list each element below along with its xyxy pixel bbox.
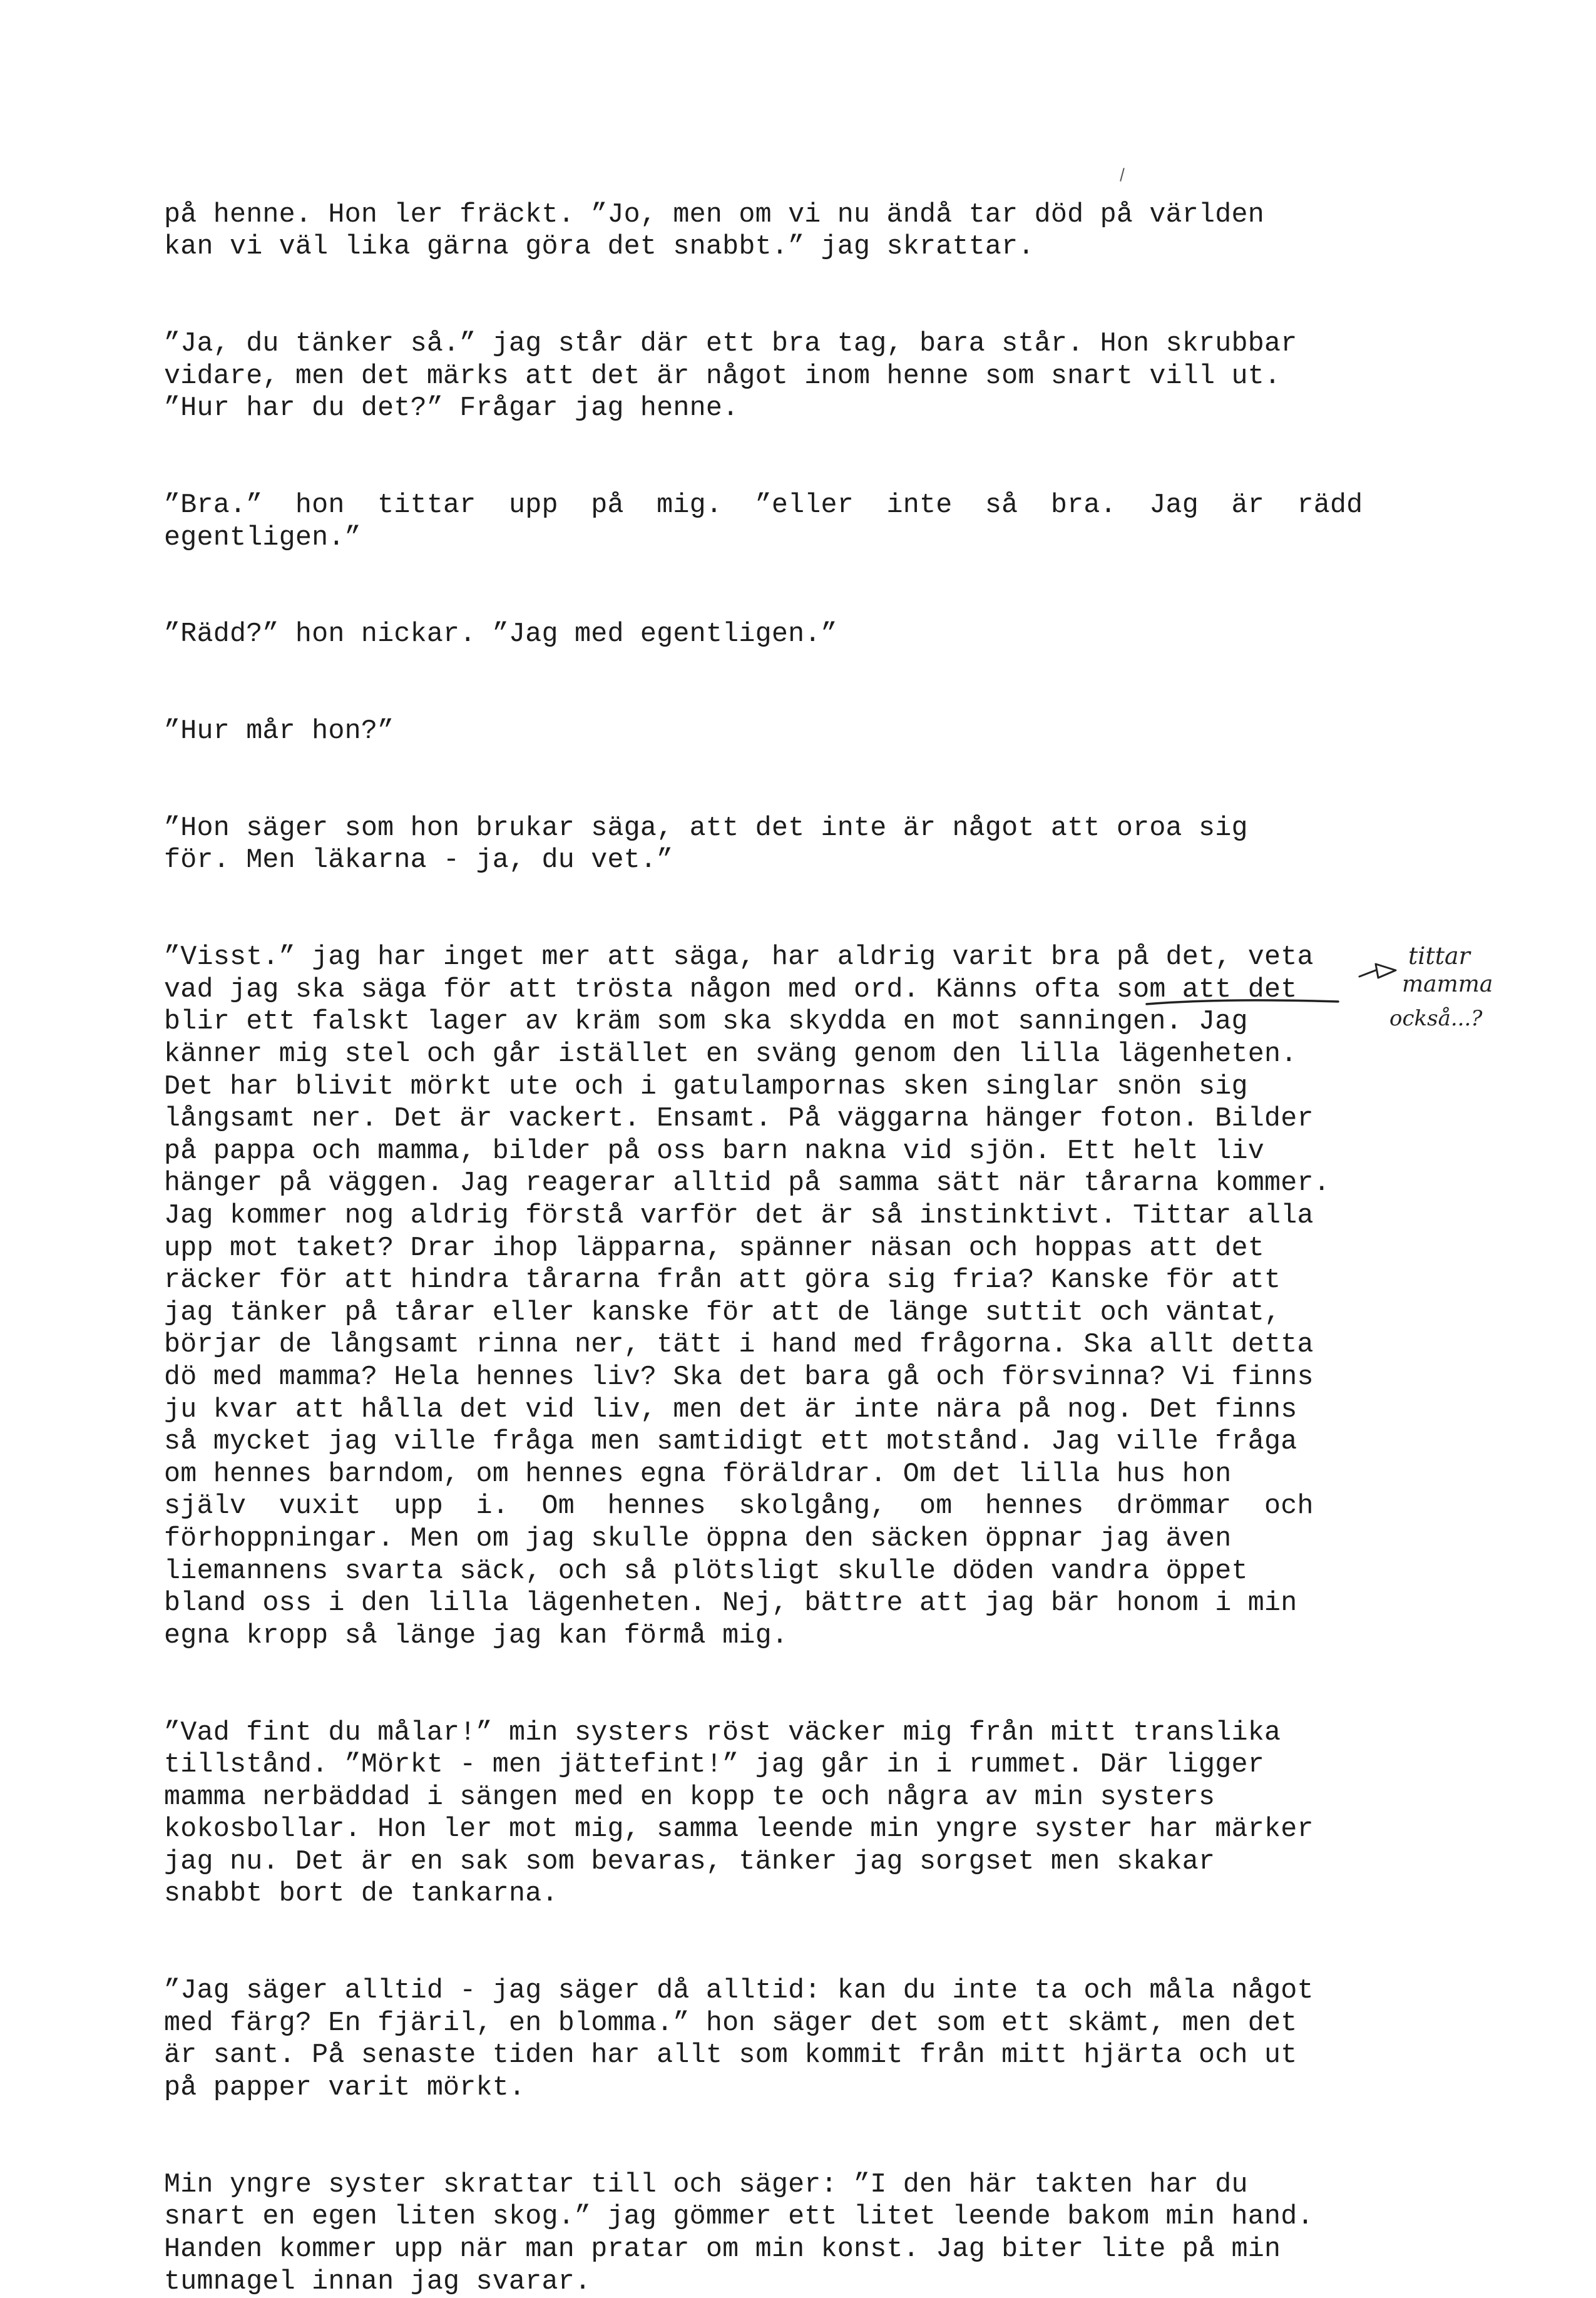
text-line: snabbt bort de tankarna. — [164, 1879, 558, 1910]
text-line: med färg? En fjäril, en blomma.” hon säger det som ett skämt, men det — [164, 2008, 1297, 2039]
text-line-underlined: Jag kommer nog aldrig förstå varför det är så instinktivt. Tittar alla — [164, 1201, 1314, 1231]
text-line: på pappa och mamma, bilder på oss barn nakna vid sjön. Ett helt liv — [164, 1136, 1264, 1167]
text-line: ”Rädd?” hon nickar. ”Jag med egentligen.” — [164, 619, 837, 650]
text-line: snart en egen liten skog.” jag gömmer ett litet leende bakom min hand. — [164, 2202, 1314, 2233]
text-line: Handen kommer upp när man pratar om min konst. Jag biter lite på min — [164, 2234, 1281, 2265]
margin-note-line: mamma — [1402, 972, 1493, 997]
text-line: ”Vad fint du målar!” min systers röst väcker mig från mitt translika — [164, 1717, 1281, 1748]
paragraph-3 — [164, 457, 1363, 554]
text-line: är sant. På senaste tiden har allt som kommit från mitt hjärta och ut — [164, 2040, 1297, 2071]
text-line: ”Hur mår hon?” — [164, 716, 394, 747]
text-line: på henne. Hon ler fräckt. ”Jo, men om vi nu ändå tar död på världen — [164, 199, 1264, 230]
text-line: för. Men läkarna - ja, du vet.” — [164, 845, 673, 876]
margin-note-line: tittar — [1408, 942, 1470, 970]
text-line: långsamt ner. Det är vackert. Ensamt. På väggarna hänger foton. Bilder — [164, 1104, 1314, 1135]
paragraph-5 — [164, 684, 1341, 748]
text-line: vidare, men det märks att det är något inom henne som snart vill ut. — [164, 361, 1281, 392]
paragraph-7 — [164, 910, 1341, 1653]
text-line: känner mig stel och går istället en sväng genom den lilla lägenheten. — [164, 1039, 1297, 1070]
text-line: börjar de långsamt rinna ner, tätt i hand med frågorna. Ska allt detta — [164, 1330, 1314, 1361]
text-line: dö med mamma? Hela hennes liv? Ska det bara gå och försvinna? Vi finns — [164, 1362, 1314, 1393]
text-line: upp mot taket? Drar ihop läpparna, spänner näsan och hoppas att det — [164, 1233, 1264, 1264]
text-line: tillstånd. ”Mörkt - men jättefint!” jag går in i rummet. Där ligger — [164, 1750, 1264, 1781]
paragraph-9 — [164, 1943, 1341, 2105]
paragraph-8 — [164, 1685, 1341, 1911]
paragraph-4 — [164, 587, 1341, 651]
text-line: på papper varit mörkt. — [164, 2073, 526, 2104]
text-line: tumnagel innan jag svarar. — [164, 2266, 591, 2297]
text-line: om hennes barndom, om hennes egna föräldrar. Om det lilla hus hon — [164, 1459, 1232, 1490]
text-line: ”Hur har du det?” Frågar jag henne. — [164, 393, 739, 424]
text-line: egentligen.” — [164, 522, 361, 553]
text-line: ”Visst.” jag har inget mer att säga, har aldrig varit bra på det, veta — [164, 942, 1314, 973]
arrow-icon — [1357, 958, 1401, 983]
text-line: räcker för att hindra tårarna från att göra sig fria? Kanske för att — [164, 1265, 1281, 1296]
text-line: ju kvar att hålla det vid liv, men det är inte nära på nog. Det finns — [164, 1394, 1297, 1425]
text-line: mamma nerbäddad i sängen med en kopp te och några av min systers — [164, 1782, 1215, 1813]
text-line: kokosbollar. Hon ler mot mig, samma leende min yngre syster har märker — [164, 1814, 1314, 1845]
text-line: Det har blivit mörkt ute och i gatulampornas sken singlar snön sig — [164, 1071, 1248, 1102]
text-line: blir ett falskt lager av kräm som ska skydda en mot sanningen. Jag — [164, 1007, 1248, 1038]
text-line: liemannens svarta säck, och så plötsligt skulle döden vandra öppet — [164, 1556, 1248, 1587]
margin-note — [1389, 942, 1590, 1042]
text-line: förhoppningar. Men om jag skulle öppna den säcken öppnar jag även — [164, 1523, 1232, 1554]
text-line: Min yngre syster skrattar till och säger: ”I den här takten har du — [164, 2169, 1248, 2200]
text-line: jag tänker på tårar eller kanske för att de länge suttit och väntat, — [164, 1297, 1281, 1328]
paragraph-10 — [164, 2136, 1341, 2298]
paragraph-2 — [164, 295, 1341, 424]
paragraph-1 — [164, 167, 1341, 264]
text-line: kan vi väl lika gärna göra det snabbt.” jag skrattar. — [164, 232, 1035, 263]
text-line: så mycket jag ville fråga men samtidigt ett motstånd. Jag ville fråga — [164, 1427, 1297, 1458]
text-line: ”Jag säger alltid - jag säger då alltid: kan du inte ta och måla något — [164, 1976, 1314, 2007]
text-line: hänger på väggen. Jag reagerar alltid på samma sätt när tårarna kommer. — [164, 1168, 1330, 1199]
text-line: själv vuxit upp i. Om hennes skolgång, om hennes drömmar och — [164, 1491, 1314, 1522]
text-line: bland oss i den lilla lägenheten. Nej, bättre att jag bär honom i min — [164, 1588, 1297, 1619]
text-line: ”Bra.” hon tittar upp på mig. ”eller inte så bra. Jag är rädd — [164, 490, 1363, 521]
text-line: egna kropp så länge jag kan förmå mig. — [164, 1620, 789, 1651]
handwritten-underline — [1145, 995, 1339, 1010]
manuscript-text — [164, 167, 1363, 2298]
text-line: vad jag ska säga för att trösta någon med ord. Känns ofta som att det — [164, 974, 1297, 1005]
text-line: ”Ja, du tänker så.” jag står där ett bra tag, bara står. Hon skrubbar — [164, 328, 1297, 359]
margin-note-line: också...? — [1389, 1006, 1483, 1031]
paragraph-6 — [164, 780, 1341, 877]
text-line: jag nu. Det är en sak som bevaras, tänker jag sorgset men skakar — [164, 1846, 1215, 1877]
text-line: ”Hon säger som hon brukar säga, att det inte är något att oroa sig — [164, 813, 1248, 844]
